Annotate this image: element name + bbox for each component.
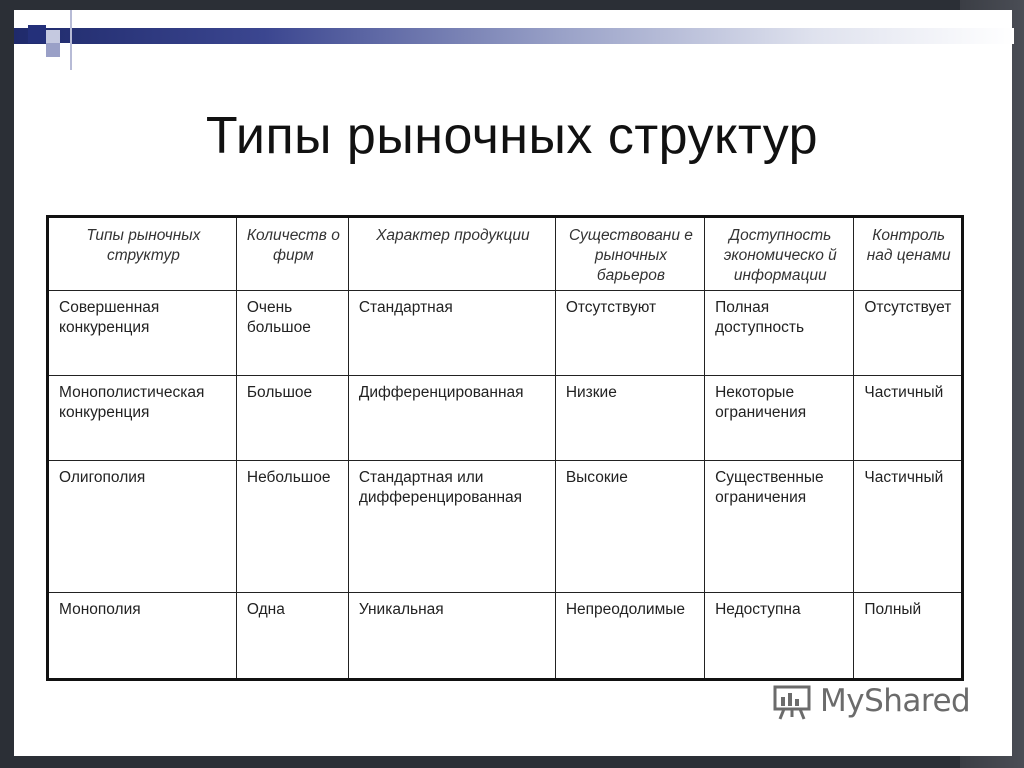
header-decoration-square <box>46 30 60 43</box>
market-structures-table <box>46 215 964 681</box>
table-cell: Монополистическая конкуренция <box>48 376 237 461</box>
column-header: Контроль над ценами <box>854 217 963 291</box>
table-row <box>48 593 963 680</box>
page-title: Типы рыночных структур <box>205 107 819 165</box>
presentation-board-icon <box>772 681 812 721</box>
table-cell: Большое <box>236 376 348 461</box>
table-cell: Дифференцированная <box>348 376 555 461</box>
table-cell: Полный <box>854 593 963 680</box>
table-cell: Частичный <box>854 461 963 593</box>
table-cell: Монополия <box>48 593 237 680</box>
table-cell: Частичный <box>854 376 963 461</box>
table-cell: Низкие <box>555 376 704 461</box>
table-row <box>48 376 963 461</box>
table-cell: Совершенная конкуренция <box>48 291 237 376</box>
table-cell: Отсутствует <box>854 291 963 376</box>
table-cell: Небольшое <box>236 461 348 593</box>
column-header: Доступность экономическо й информации <box>705 217 854 291</box>
header-decoration-square <box>46 43 60 57</box>
watermark-logo <box>772 681 970 721</box>
table-row <box>48 461 963 593</box>
header-decoration-line <box>70 10 72 70</box>
column-header: Типы рыночных структур <box>48 217 237 291</box>
table-cell: Полная доступность <box>705 291 854 376</box>
table-cell: Стандартная или дифференцированная <box>348 461 555 593</box>
watermark-text: MyShared <box>820 683 971 719</box>
table-header-row <box>48 217 963 291</box>
column-header: Характер продукции <box>348 217 555 291</box>
table-cell: Стандартная <box>348 291 555 376</box>
header-decoration-square <box>28 25 46 43</box>
table-cell: Олигополия <box>48 461 237 593</box>
table-cell: Высокие <box>555 461 704 593</box>
table-cell: Уникальная <box>348 593 555 680</box>
column-header: Существовани е рыночных барьеров <box>555 217 704 291</box>
table-row <box>48 291 963 376</box>
table-cell: Одна <box>236 593 348 680</box>
table-cell: Некоторые ограничения <box>705 376 854 461</box>
table-cell: Очень большое <box>236 291 348 376</box>
table-cell: Недоступна <box>705 593 854 680</box>
table-cell: Отсутствуют <box>555 291 704 376</box>
column-header: Количеств о фирм <box>236 217 348 291</box>
header-decoration-square <box>60 43 70 53</box>
table-cell: Существенные ограничения <box>705 461 854 593</box>
header-decoration-band <box>14 28 1014 44</box>
table-cell: Непреодолимые <box>555 593 704 680</box>
